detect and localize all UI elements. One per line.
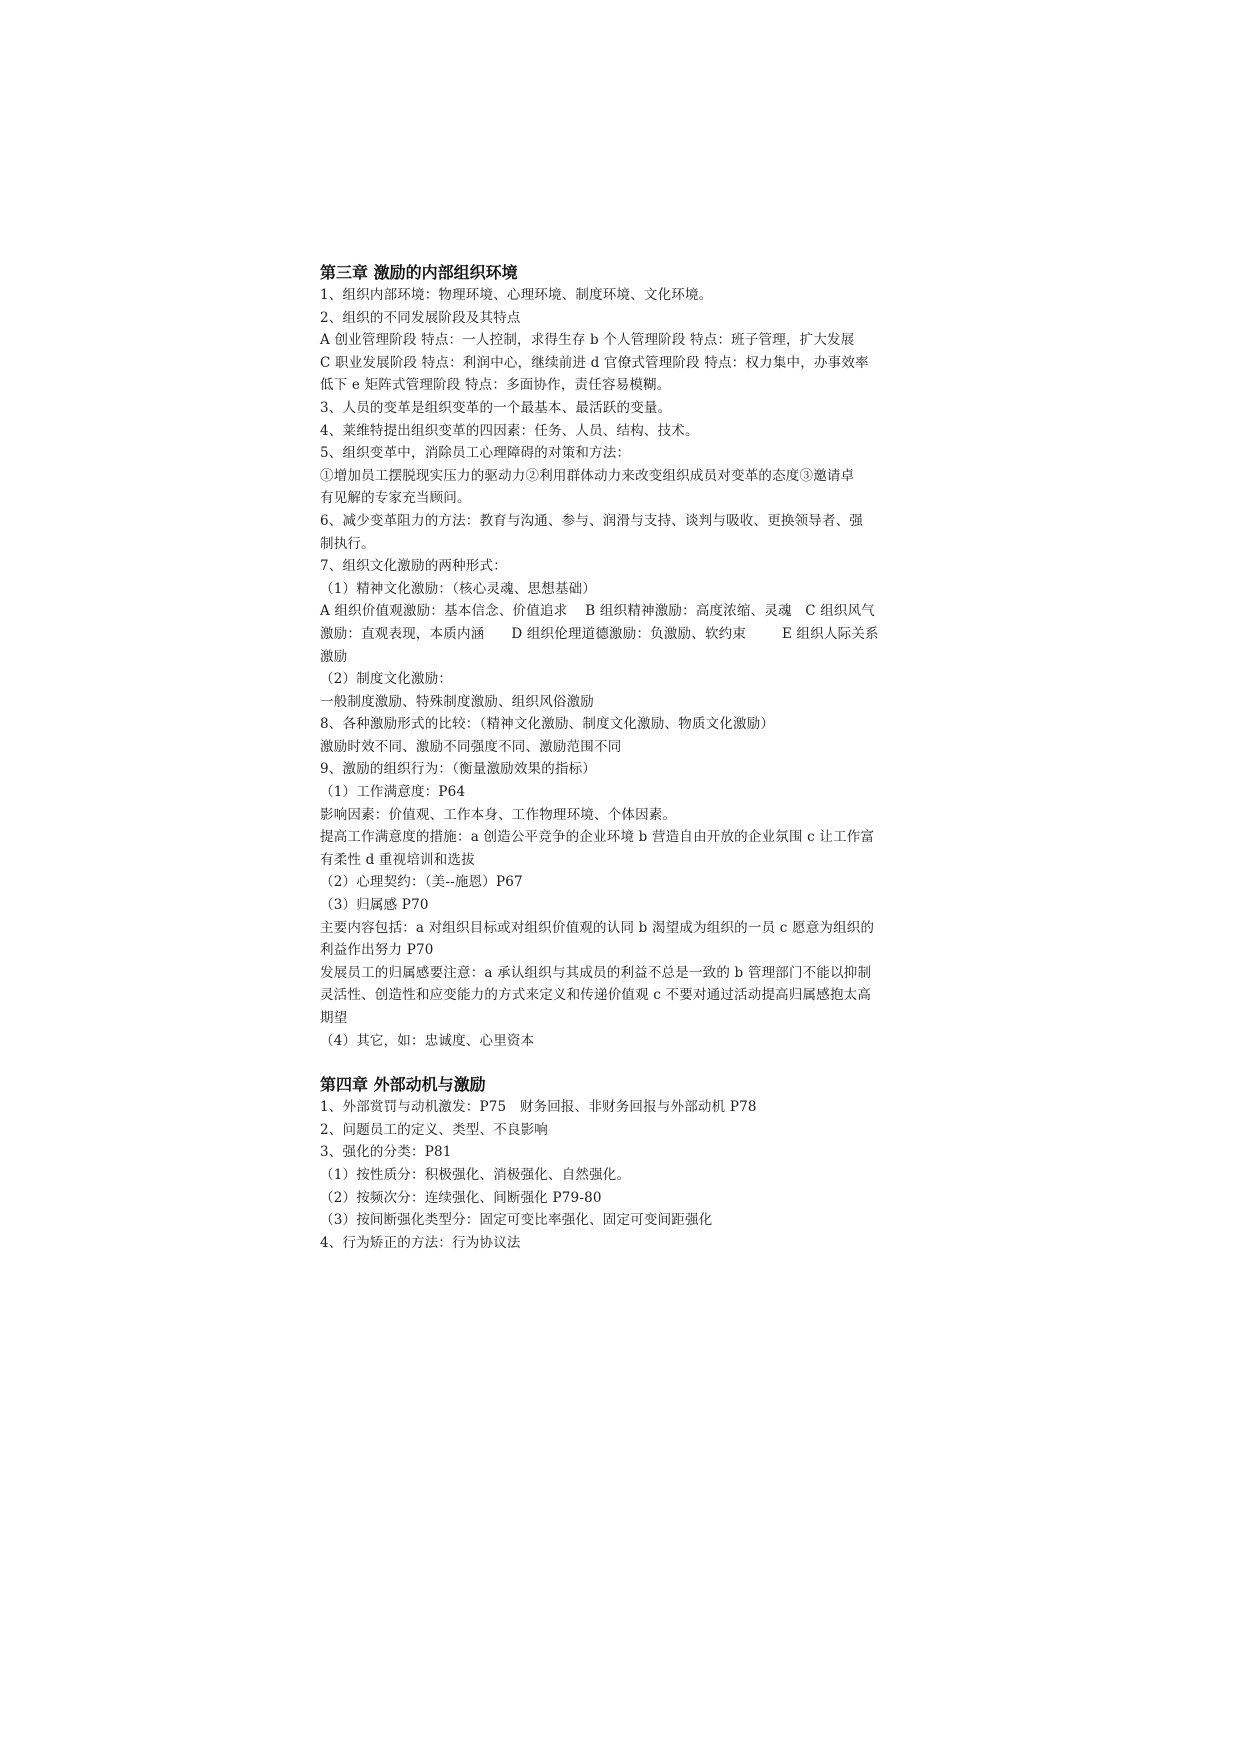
chapter4-body: [320, 1096, 930, 1254]
chapter3-line: 7、组织文化激励的两种形式：: [320, 558, 507, 575]
chapter3-line: 8、各种激励形式的比较：（精神文化激励、制度文化激励、物质文化激励）: [320, 716, 775, 733]
chapter3-line: ①增加员工摆脱现实压力的驱动力②利用群体动力来改变组织成员对变革的态度③邀请卓: [320, 467, 855, 484]
chapter3-line: C 职业发展阶段 特点：利润中心，继续前进 d 官僚式管理阶段 特点：权力集中，办事效率: [320, 354, 869, 371]
chapter3-line: 激励: [320, 648, 348, 665]
document-content: [320, 262, 930, 1254]
chapter3-line: 3、人员的变革是组织变革的一个最基本、最活跃的变量。: [320, 399, 672, 416]
chapter3-line: A 组织价值观激励：基本信念、价值追求 B 组织精神激励：高度浓缩、灵魂 C 组织风气: [320, 603, 876, 620]
chapter3-line: A 创业管理阶段 特点：一人控制，求得生存 b 个人管理阶段 特点：班子管理，扩大发展: [320, 332, 855, 349]
chapter3-line: 激励：直观表现，本质内涵 D 组织伦理道德激励：负激励、软约束 E 组织人际关系: [320, 625, 879, 642]
chapter3-line: （3）归属感 P70: [320, 897, 429, 914]
chapter3-line: （1）工作满意度：P64: [320, 784, 466, 801]
chapter3-line: （2）心理契约：（美--施恩）P67: [320, 874, 523, 891]
chapter3-line: 提高工作满意度的措施：a 创造公平竞争的企业环境 b 营造自由开放的企业氛围 c 让工作富: [320, 829, 875, 846]
section-gap: [320, 1052, 930, 1074]
chapter3-line: 4、莱维特提出组织变革的四因素：任务、人员、结构、技术。: [320, 422, 699, 439]
chapter3-line: 2、组织的不同发展阶段及其特点: [320, 309, 521, 326]
chapter3-body: [320, 284, 930, 1052]
chapter3-line: 发展员工的归属感要注意：a 承认组织与其成员的利益不总是一致的 b 管理部门不能以抑制: [320, 964, 872, 981]
chapter4-line: 1、外部赏罚与动机激发：P75 财务回报、非财务回报与外部动机 P78: [320, 1099, 757, 1116]
chapter4-heading: 第四章 外部动机与激励: [320, 1075, 486, 1095]
chapter3-line: 低下 e 矩阵式管理阶段 特点：多面协作，责任容易模糊。: [320, 377, 671, 394]
chapter3-line: 激励时效不同、激励不同强度不同、激励范围不同: [320, 738, 622, 755]
chapter3-line: （2）制度文化激励：: [320, 671, 453, 688]
chapter3-heading: 第三章 激励的内部组织环境: [320, 263, 518, 282]
chapter3-line: 有见解的专家充当顾问。: [320, 490, 471, 507]
chapter4-line: 3、强化的分类：P81: [320, 1144, 452, 1161]
chapter3-line: 灵活性、创造性和应变能力的方式来定义和传递价值观 c 不要对通过活动提高归属感抱太高: [320, 987, 872, 1004]
chapter3-line: 期望: [320, 1010, 348, 1026]
chapter3-line: 9、激励的组织行为：（衡量激励效果的指标）: [320, 761, 597, 778]
chapter3-line: 一般制度激励、特殊制度激励、组织风俗激励: [320, 693, 594, 710]
chapter4-line: 2、问题员工的定义、类型、不良影响: [320, 1121, 548, 1138]
chapter3-line: （1）精神文化激励：（核心灵魂、思想基础）: [320, 580, 597, 597]
chapter4-line: （3）按间断强化类型分：固定可变比率强化、固定可变间距强化: [320, 1212, 713, 1229]
chapter3-line: 5、组织变革中，消除员工心理障碍的对策和方法：: [320, 445, 631, 462]
chapter4-line: 4、行为矫正的方法：行为协议法: [320, 1234, 521, 1251]
chapter3-line: 有柔性 d 重视培训和选拔: [320, 851, 475, 868]
chapter3-line: 影响因素：价值观、工作本身、工作物理环境、个体因素。: [320, 806, 677, 823]
chapter3-line: 主要内容包括：a 对组织目标或对组织价值观的认同 b 渴望成为组织的一员 c 愿意为组织的: [320, 919, 875, 936]
chapter3-line: 6、减少变革阻力的方法：教育与沟通、参与、润滑与支持、谈判与吸收、更换领导者、强: [320, 512, 864, 529]
chapter3-line: 制执行。: [320, 535, 375, 552]
chapter4-line: （1）按性质分：积极强化、消极强化、自然强化。: [320, 1166, 631, 1183]
chapter3-line: （4）其它，如：忠诚度、心里资本: [320, 1032, 535, 1049]
chapter3-line: 1、组织内部环境：物理环境、心理环境、制度环境、文化环境。: [320, 287, 713, 303]
chapter3-line: 利益作出努力 P70: [320, 942, 434, 959]
chapter4-line: （2）按频次分：连续强化、间断强化 P79-80: [320, 1189, 602, 1206]
